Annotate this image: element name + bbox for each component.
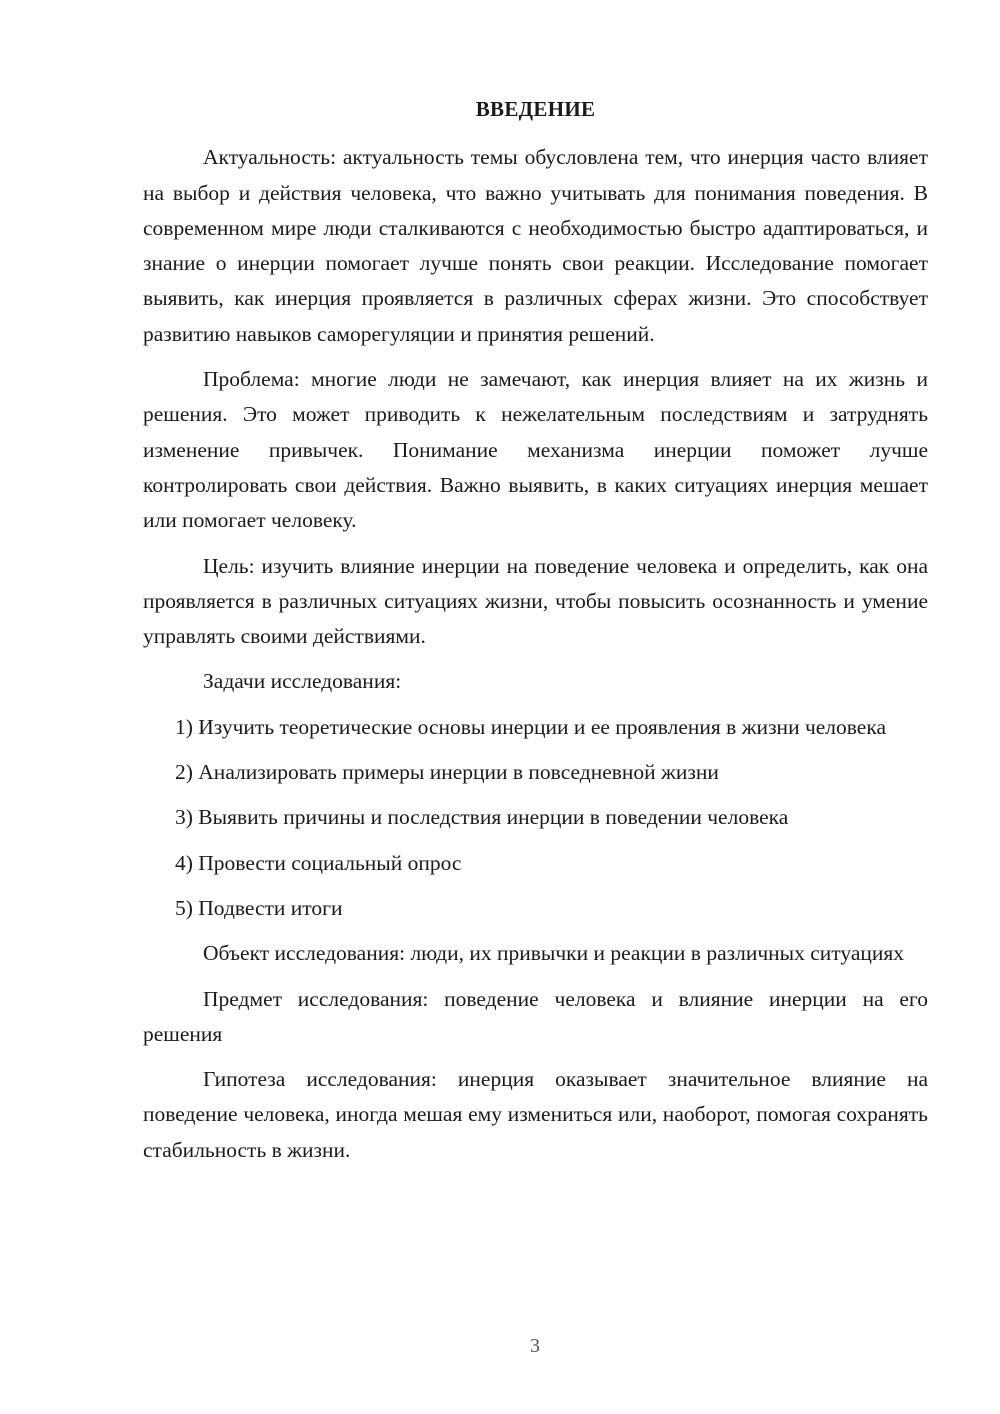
paragraph-goal: Цель: изучить влияние инерции на поведение человека и определить, как она проявляется в различных ситуациях жизни, чтобы повысить осознанность и умение управлять своими действиями.	[143, 553, 928, 649]
paragraph-problem: Проблема: многие люди не замечают, как инерция влияет на их жизнь и решения. Это может приводить к нежелательным последствиям и затруднять изменение привычек. Понимание механизма инерции поможет лучше контролировать свои действия. Важно выявить, в каких ситуациях инерция мешает или помогает человеку.	[143, 367, 928, 533]
task-item-3: 3) Выявить причины и последствия инерции в поведении человека	[175, 805, 789, 830]
paragraph-object: Объект исследования: люди, их привычки и реакции в различных ситуациях	[203, 941, 905, 966]
task-item-1: 1) Изучить теоретические основы инерции и ее проявления в жизни человека	[175, 714, 887, 739]
page-number: 3	[530, 1335, 540, 1357]
task-item-4: 4) Провести социальный опрос	[175, 850, 462, 875]
tasks-heading: Задачи исследования:	[203, 669, 402, 694]
page-title: ВВЕДЕНИЕ	[475, 97, 596, 121]
paragraph-relevance: Актуальность: актуальность темы обусловлена тем, что инерция часто влияет на выбор и действия человека, что важно учитывать для понимания поведения. В современном мире люди сталкиваются с необходимостью быстро адаптироваться, и знание о инерции помогает лучше понять свои реакции. Исследование помогает выявить, как инерция проявляется в различных сферах жизни. Это способствует развитию навыков саморегуляции и принятия решений.	[143, 145, 928, 346]
paragraph-subject: Предмет исследования: поведение человека и влияние инерции на его решения	[143, 986, 928, 1046]
paragraph-hypothesis: Гипотеза исследования: инерция оказывает значительное влияние на поведение человека, иногда мешая ему измениться или, наоборот, помогая сохранять стабильность в жизни.	[143, 1067, 928, 1162]
task-item-5: 5) Подвести итоги	[175, 895, 343, 920]
task-item-2: 2) Анализировать примеры инерции в повседневной жизни	[175, 760, 719, 785]
document-page	[143, 92, 928, 1178]
